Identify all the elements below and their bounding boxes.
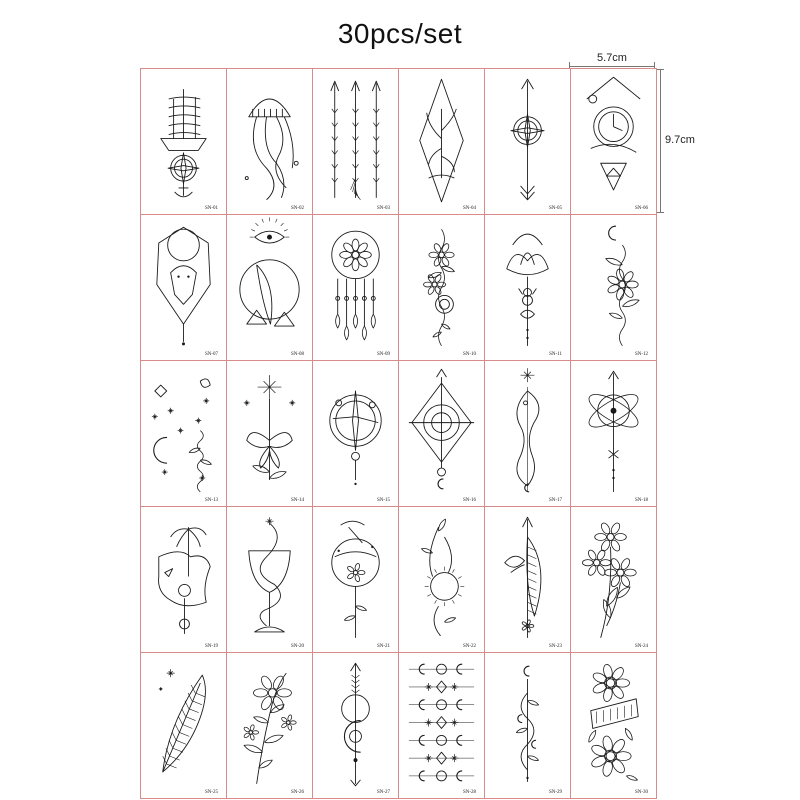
tattoo-code-label: SN-19: [204, 644, 218, 649]
tattoo-card: [312, 652, 399, 799]
tattoo-card: [226, 506, 313, 653]
width-dimension-line: [569, 66, 655, 67]
tattoo-card: [398, 506, 485, 653]
snake-goblet-icon: [227, 507, 312, 652]
tattoo-card: [312, 68, 399, 215]
tattoo-code-label: SN-02: [290, 206, 304, 211]
tattoo-sheet: [140, 68, 656, 799]
tattoo-card: [226, 214, 313, 361]
tattoo-card: [570, 214, 657, 361]
tattoo-card: [484, 652, 571, 799]
height-dimension-tick-bottom: [656, 212, 664, 213]
tattoo-card: [140, 360, 227, 507]
lotus-bee-icon: [485, 215, 570, 360]
tattoo-code-label: SN-26: [290, 790, 304, 795]
tattoo-card: [312, 506, 399, 653]
tattoo-code-label: SN-13: [204, 498, 218, 503]
tattoo-code-label: SN-04: [462, 206, 476, 211]
tattoo-card: [398, 68, 485, 215]
tattoo-card: [570, 652, 657, 799]
width-dimension-label: 5.7cm: [597, 52, 627, 64]
potion-bottle-icon: [313, 507, 398, 652]
tattoo-card: [484, 68, 571, 215]
tattoo-card: [570, 68, 657, 215]
geometric-lion-icon: [141, 215, 226, 360]
eye-bird-icon: [227, 215, 312, 360]
tattoo-code-label: SN-27: [376, 790, 390, 795]
arrows-icon: [313, 69, 398, 214]
moon-phases-icon: [399, 653, 484, 798]
butterflies-moon-icon: [141, 361, 226, 506]
tattoo-code-label: SN-06: [634, 206, 648, 211]
height-dimension-line: [660, 69, 661, 213]
ship-compass-anchor-icon: [141, 69, 226, 214]
tattoo-card: [398, 214, 485, 361]
tattoo-card: [398, 360, 485, 507]
rose-vine-icon: [399, 215, 484, 360]
tattoo-card: [140, 652, 227, 799]
tattoo-code-label: SN-01: [204, 206, 218, 211]
tattoo-code-label: SN-15: [376, 498, 390, 503]
tattoo-code-label: SN-20: [290, 644, 304, 649]
tattoo-card: [398, 652, 485, 799]
tattoo-code-label: SN-29: [548, 790, 562, 795]
tattoo-code-label: SN-14: [290, 498, 304, 503]
ornate-compass-icon: [399, 361, 484, 506]
tattoo-card: [484, 214, 571, 361]
tattoo-card: [570, 360, 657, 507]
tattoo-code-label: SN-28: [462, 790, 476, 795]
tattoo-card: [484, 506, 571, 653]
tattoo-code-label: SN-18: [634, 498, 648, 503]
clock-triangle-icon: [571, 69, 656, 214]
palm-map-icon: [141, 507, 226, 652]
tattoo-card: [226, 652, 313, 799]
tattoo-code-label: SN-22: [462, 644, 476, 649]
tattoo-card: [312, 360, 399, 507]
tattoo-code-label: SN-30: [634, 790, 648, 795]
tattoo-card: [570, 506, 657, 653]
tattoo-code-label: SN-21: [376, 644, 390, 649]
tattoo-code-label: SN-17: [548, 498, 562, 503]
feather-icon: [141, 653, 226, 798]
tattoo-card: [226, 68, 313, 215]
tattoo-code-label: SN-03: [376, 206, 390, 211]
tattoo-code-label: SN-10: [462, 352, 476, 357]
tattoo-code-label: SN-12: [634, 352, 648, 357]
tattoo-code-label: SN-05: [548, 206, 562, 211]
tattoo-code-label: SN-08: [290, 352, 304, 357]
dreamcatcher-icon: [313, 215, 398, 360]
atom-orbit-icon: [571, 361, 656, 506]
tattoo-card: [484, 360, 571, 507]
tattoo-code-label: SN-07: [204, 352, 218, 357]
jellyfish-icon: [227, 69, 312, 214]
koi-fish-icon: [485, 361, 570, 506]
tattoo-card: [140, 68, 227, 215]
height-dimension-label: 9.7cm: [665, 134, 695, 146]
lily-flowers-icon: [571, 507, 656, 652]
roses-banner-icon: [571, 653, 656, 798]
tattoo-code-label: SN-25: [204, 790, 218, 795]
tattoo-code-label: SN-11: [549, 352, 562, 357]
page-title: 30pcs/set: [337, 18, 463, 49]
tattoo-code-label: SN-23: [548, 644, 562, 649]
moon-arrow-icon: [313, 653, 398, 798]
tattoo-card: [140, 214, 227, 361]
butterfly-leaf-icon: [485, 507, 570, 652]
tattoo-card: [140, 506, 227, 653]
tree-diamond-icon: [399, 69, 484, 214]
height-dimension-tick-top: [656, 69, 664, 70]
floral-moons-icon: [485, 653, 570, 798]
compass-ring-icon: [313, 361, 398, 506]
butterfly-star-icon: [227, 361, 312, 506]
tattoo-card: [226, 360, 313, 507]
tattoo-code-label: SN-16: [462, 498, 476, 503]
sun-floral-icon: [399, 507, 484, 652]
moon-lotus-icon: [571, 215, 656, 360]
tattoo-card: [312, 214, 399, 361]
compass-arrow-icon: [485, 69, 570, 214]
tattoo-code-label: SN-09: [376, 352, 390, 357]
tattoo-code-label: SN-24: [634, 644, 648, 649]
flower-branch-icon: [227, 653, 312, 798]
